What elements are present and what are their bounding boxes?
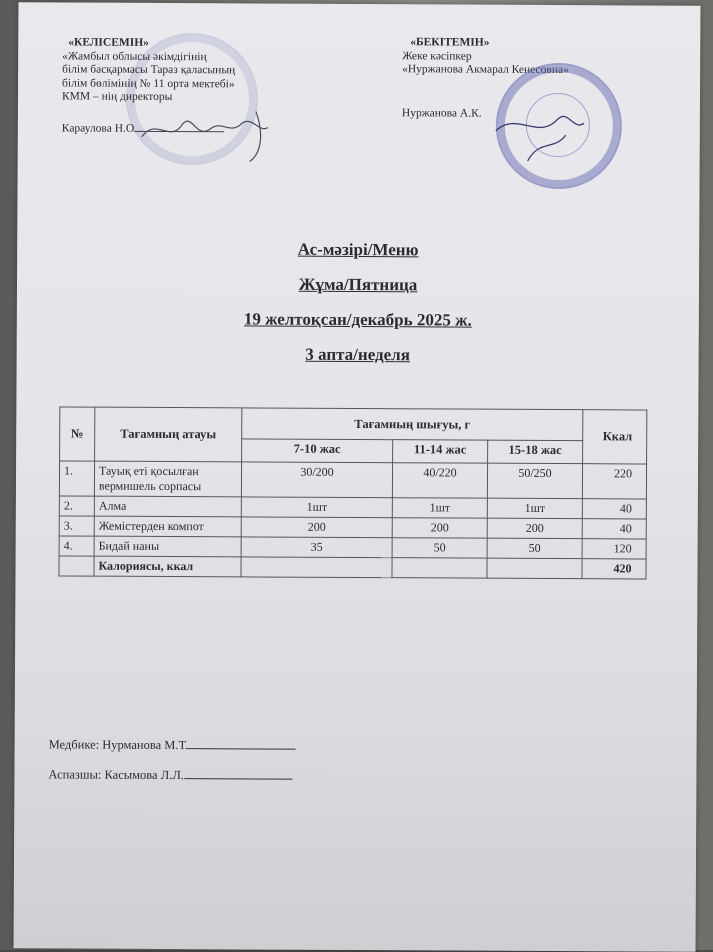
week-title: 3 апта/неделя <box>305 344 410 365</box>
row-value-11-14: 1шт <box>392 498 487 518</box>
col-header-kcal: Ккал <box>583 410 647 464</box>
row-name: Алма <box>94 496 241 517</box>
row-num: 1. <box>59 461 94 496</box>
nurse-signature-line <box>49 736 297 753</box>
header-left-line: білім басқармасы Тараз қаласының <box>62 63 236 77</box>
total-empty-15-18 <box>487 558 582 578</box>
agreed-caption: «КЕЛІСЕМІН» <box>68 36 149 49</box>
header-left-line: білім бөлімінің № 11 орта мектебі» <box>62 76 235 90</box>
row-kcal: 40 <box>582 499 646 519</box>
col-header-age-7-10: 7-10 жас <box>242 439 393 463</box>
row-name: Жемістерден компот <box>94 516 241 537</box>
total-label: Калориясы, ккал <box>94 556 241 577</box>
col-header-name: Тағамның атауы <box>95 407 242 462</box>
cook-signature-line <box>48 766 292 783</box>
signature-line <box>188 737 296 750</box>
day-title: Жұма/Пятница <box>298 274 418 295</box>
header-left-line: КММ – нің директоры <box>61 90 173 104</box>
row-value-7-10: 30/200 <box>241 462 392 498</box>
row-kcal: 40 <box>582 519 646 539</box>
row-value-11-14: 50 <box>392 538 487 558</box>
col-header-age-15-18: 15-18 жас <box>488 440 583 463</box>
menu-titles <box>17 238 700 382</box>
total-num-empty <box>59 556 94 576</box>
cook-name: Аспазшы: Касымова Л.Л. <box>48 767 184 783</box>
table-total-row <box>59 556 646 579</box>
signature-right <box>488 101 598 172</box>
header-right-line: Жеке кәсіпкер <box>402 49 472 63</box>
col-header-age-11-14: 11-14 жас <box>393 440 488 463</box>
date-title: 19 желтоқсан/декабрь 2025 ж. <box>243 309 472 330</box>
row-value-11-14: 200 <box>392 518 487 538</box>
row-value-7-10: 1шт <box>241 497 392 518</box>
row-kcal: 120 <box>582 539 646 559</box>
total-empty-11-14 <box>392 558 487 578</box>
nurse-name: Медбике: Нурманова М.Т. <box>48 737 189 753</box>
menu-title: Ас-мәзірі/Меню <box>297 239 419 260</box>
total-kcal: 420 <box>582 559 646 579</box>
signer-name-right: Нуржанова А.К. <box>401 106 482 120</box>
row-value-15-18: 1шт <box>487 498 582 518</box>
row-value-7-10: 35 <box>241 537 392 558</box>
document-page <box>14 2 701 952</box>
row-value-15-18: 50 <box>487 538 582 558</box>
row-kcal: 220 <box>582 464 646 499</box>
header-left-line: «Жамбыл облысы әкімдігінің <box>62 49 207 63</box>
row-value-11-14: 40/220 <box>392 463 487 498</box>
row-value-7-10: 200 <box>241 517 392 538</box>
table-header-row <box>60 407 647 441</box>
table-row <box>59 461 646 499</box>
approved-caption: «БЕКІТЕМІН» <box>410 36 490 49</box>
signature-line <box>184 767 292 780</box>
row-value-15-18: 50/250 <box>487 463 582 498</box>
row-name: Тауық еті қосылған вермишель сорпасы <box>94 461 241 497</box>
row-num: 2. <box>59 496 94 516</box>
signature-left <box>136 103 286 164</box>
total-empty-7-10 <box>241 557 392 578</box>
header-right-line: «Нуржанова Акмарал Кенесовна» <box>402 63 569 77</box>
menu-table <box>58 406 647 579</box>
col-header-output: Тағамның шығуы, г <box>242 408 583 441</box>
col-header-num: № <box>60 407 95 461</box>
row-num: 4. <box>59 536 94 556</box>
row-value-15-18: 200 <box>487 518 582 538</box>
signer-name-left: Караулова Н.О <box>61 121 135 135</box>
row-num: 3. <box>59 516 94 536</box>
row-name: Бидай наны <box>94 536 241 557</box>
